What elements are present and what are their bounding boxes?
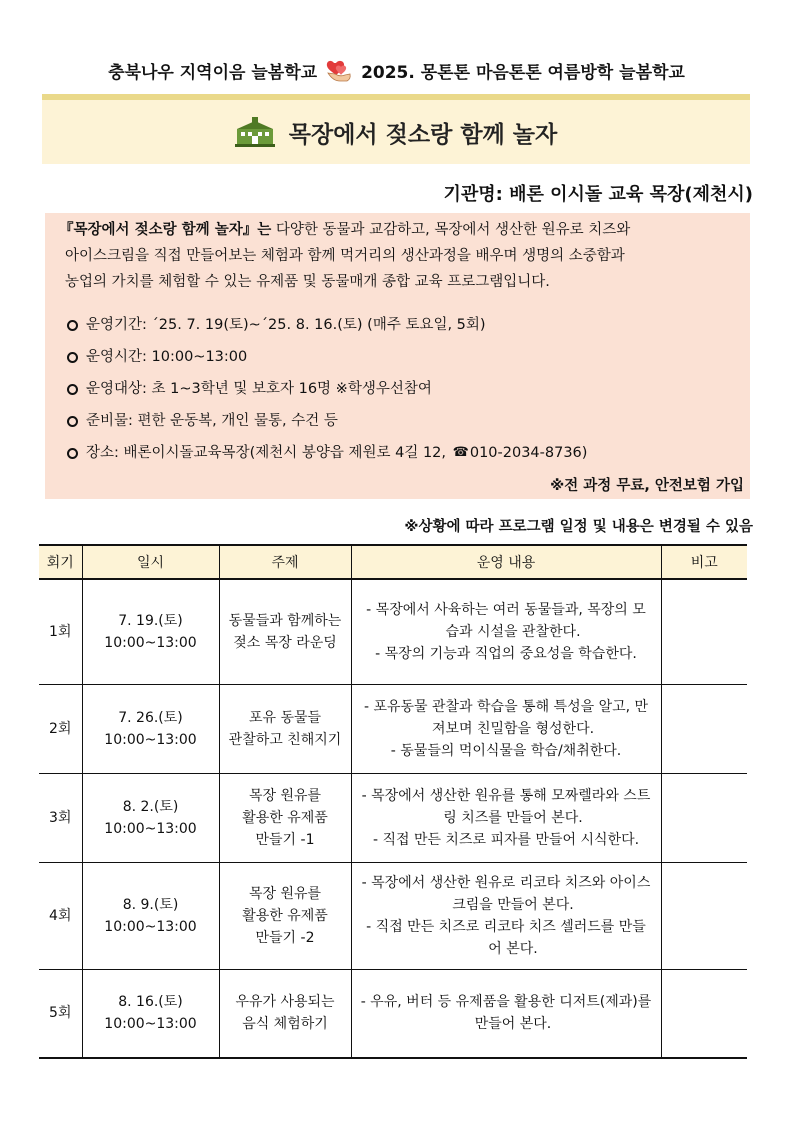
- session-cell: 3회: [39, 773, 82, 862]
- table-row: [39, 684, 747, 773]
- note-cell: [661, 579, 747, 684]
- header-left: 충북나우 지역이음 늘봄학교: [108, 63, 318, 83]
- topic-cell: 우유가 사용되는 음식 체험하기: [219, 969, 351, 1058]
- circle-bullet-icon: [67, 320, 78, 331]
- date-cell: 8. 2.(토) 10:00~13:00: [82, 773, 219, 862]
- topic-cell: 목장 원유를 활용한 유제품 만들기 -2: [219, 862, 351, 969]
- hands-heart-icon: [325, 59, 353, 83]
- circle-bullet-icon: [67, 384, 78, 395]
- note-cell: [661, 969, 747, 1058]
- intro-paragraph: [59, 217, 736, 295]
- table-row: [39, 969, 747, 1058]
- intro-line3: 농업의 가치를 체험할 수 있는 유제품 및 동물매개 종합 교육 프로그램입니다.: [65, 274, 550, 290]
- info-item-place: 장소: 배론이시돌교육목장(제천시 봉양읍 제원로 4길 12, ☎ 010-2034-8736): [67, 437, 736, 469]
- circle-bullet-icon: [67, 352, 78, 363]
- circle-bullet-icon: [67, 416, 78, 427]
- topic-cell: 동물들과 함께하는 젖소 목장 라운딩: [219, 579, 351, 684]
- header-note: 비고: [661, 545, 747, 579]
- schedule-table: [39, 544, 747, 1059]
- session-cell: 4회: [39, 862, 82, 969]
- note-cell: [661, 684, 747, 773]
- session-cell: 5회: [39, 969, 82, 1058]
- table-row: [39, 579, 747, 684]
- phone-number: 010-2034-8736): [469, 445, 588, 461]
- organization-name: 기관명: 배론 이시돌 교육 목장(제천시): [443, 184, 753, 205]
- school-building-icon: [235, 117, 275, 147]
- table-header-row: [39, 545, 747, 579]
- intro-line2: 아이스크림을 직접 만들어보는 체험과 함께 먹거리의 생산과정을 배우며 생명의 소중함과: [65, 248, 625, 264]
- table-row: [39, 862, 747, 969]
- session-cell: 1회: [39, 579, 82, 684]
- intro-program-name: 『목장에서 젖소랑 함께 놀자』는: [59, 222, 272, 238]
- page-header: [0, 58, 793, 83]
- session-cell: 2회: [39, 684, 82, 773]
- topic-cell: 포유 동물들 관찰하고 친해지기: [219, 684, 351, 773]
- content-cell: - 우유, 버터 등 유제품을 활용한 디저트(제과)를 만들어 본다.: [351, 969, 661, 1058]
- date-cell: 8. 9.(토) 10:00~13:00: [82, 862, 219, 969]
- topic-cell: 목장 원유를 활용한 유제품 만들기 -1: [219, 773, 351, 862]
- info-item-time: 운영시간: 10:00~13:00: [67, 341, 736, 373]
- info-list: [67, 309, 736, 469]
- header-session: 회기: [39, 545, 82, 579]
- date-cell: 8. 16.(토) 10:00~13:00: [82, 969, 219, 1058]
- header-content: 운영 내용: [351, 545, 661, 579]
- phone-icon: ☎: [452, 445, 469, 460]
- page-title: 목장에서 젖소랑 함께 놀자: [288, 121, 558, 148]
- table-row: [39, 773, 747, 862]
- title-band: [42, 94, 750, 164]
- intro-line1: 다양한 동물과 교감하고, 목장에서 생산한 원유로 치즈와: [271, 222, 631, 238]
- info-item-supplies: 준비물: 편한 운동복, 개인 물통, 수건 등: [67, 405, 736, 437]
- date-cell: 7. 19.(토) 10:00~13:00: [82, 579, 219, 684]
- info-item-target: 운영대상: 초 1~3학년 및 보호자 16명 ※학생우선참여: [67, 373, 736, 405]
- change-note: ※상황에 따라 프로그램 일정 및 내용은 변경될 수 있음: [404, 519, 753, 535]
- content-cell: - 목장에서 생산한 원유로 리코타 치즈와 아이스크림을 만들어 본다. - 직접 만든 치즈로 리코타 치즈 셀러드를 만들어 본다.: [351, 862, 661, 969]
- info-box: [45, 213, 750, 499]
- content-cell: - 목장에서 생산한 원유를 통해 모짜렐라와 스트링 치즈를 만들어 본다. - 직접 만든 치즈로 피자를 만들어 시식한다.: [351, 773, 661, 862]
- note-cell: [661, 862, 747, 969]
- info-item-period: 운영기간: ´25. 7. 19(토)~´25. 8. 16.(토) (매주 토요일, 5회): [67, 309, 736, 341]
- content-cell: - 목장에서 사육하는 여러 동물들과, 목장의 모습과 시설을 관찰한다. - 목장의 기능과 직업의 중요성을 학습한다.: [351, 579, 661, 684]
- header-date: 일시: [82, 545, 219, 579]
- note-cell: [661, 773, 747, 862]
- content-cell: - 포유동물 관찰과 학습을 통해 특성을 알고, 만져보며 친밀함을 형성한다. - 동물들의 먹이식물을 학습/채취한다.: [351, 684, 661, 773]
- header-topic: 주제: [219, 545, 351, 579]
- circle-bullet-icon: [67, 448, 78, 459]
- date-cell: 7. 26.(토) 10:00~13:00: [82, 684, 219, 773]
- free-note: ※전 과정 무료, 안전보험 가입: [550, 478, 744, 494]
- header-right: 2025. 몽톤톤 마음톤톤 여름방학 늘봄학교: [361, 63, 685, 83]
